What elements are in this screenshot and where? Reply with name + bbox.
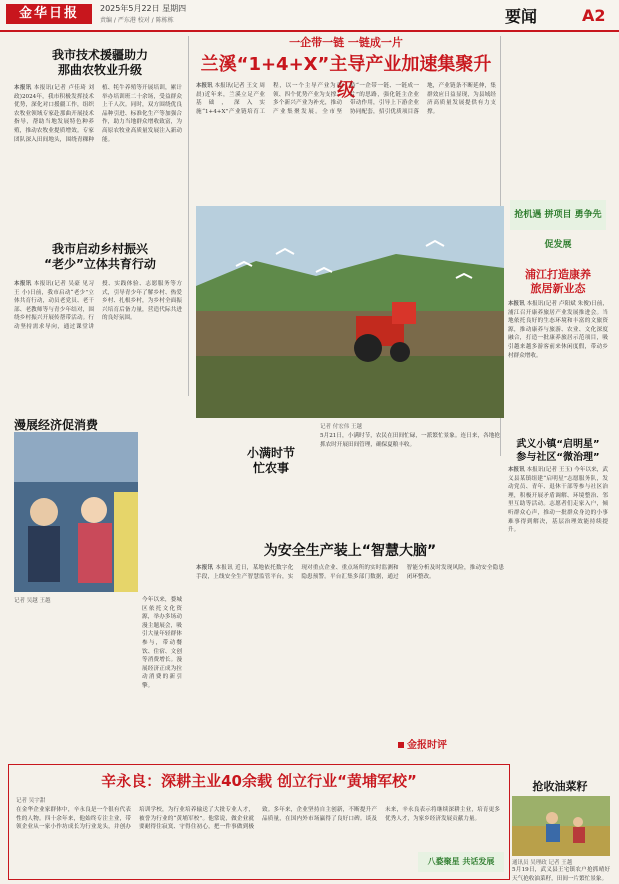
photo-credit: 记者 付宏伟 王越 [320, 424, 362, 430]
photo-headline: 小满时节 忙农事 [246, 446, 295, 475]
article-kicker: 一企带一链 一链成一片 [289, 36, 403, 49]
slogan-banner: 抢机遇 拼项目 勇争先 促发展 [510, 200, 606, 230]
article-body: 本报讯 本报讯(记者 卢阳斌 朱俊)日前，浦江召开康养旅居产业发展推进会。当地依托良好的生态环境和丰富的文旅资源，推动康养与旅游、农业、文化深度融合，打造一批康养旅居示范项目，吸引越来越多游客前来休闲度假，带动乡村群众增收。 [508, 301, 609, 359]
issue-date: 2025年5月22日 星期四 [100, 4, 187, 13]
article-title: 漫展经济促消费 [14, 418, 99, 432]
article-title: 武义小镇“启明星” 参与社区“微治理” [516, 439, 600, 463]
photo-caption: 5月21日，小满时节，农民在田间忙碌，一派繁忙景象。连日来，各地抢抓农时开展田间管理，确保夏粮丰收。 [320, 433, 500, 448]
article-body: 本报讯 本报讯(记者 卢佳琦 刘 政)2024年，我市积极发挥技术优势，深化对口援疆工作，组织农牧业领域专家赴那曲开展技术指导，帮助当地发展特色种养殖，推动农牧业提质增效。专家团队深入田间地头，围绕青稞种植、牦牛养殖等开展培训，累计举办培训班二十余场，受益群众上千人次。同时，双方围绕优良品种引进、标准化生产等加强合作，助力当地群众增收致富，为高原农牧业高质量发展注入新动能。 [14, 85, 182, 143]
article-title: 浦江打造康养 旅居新业态 [525, 268, 591, 295]
newspaper-logo: 金华日报 [6, 4, 92, 24]
photo-expo [14, 432, 138, 592]
article-byline: 记者 吴宇甜 [16, 798, 46, 804]
article-body: 今年以来，婺城区依托文化资源，举办多场动漫主题展会，吸引大量年轻群体参与，带动餐饮、住宿、文创等消费增长。漫展经济正成为拉动消费的新引擎。 [142, 597, 182, 689]
photo-rapeseed [512, 796, 610, 856]
lead-headline: 兰溪“1+4+X”主导产业加速集聚升级 [200, 54, 492, 101]
section-title: 要闻 [505, 7, 538, 26]
article-title: 我市启动乡村振兴 “老少”立体共育行动 [44, 242, 156, 271]
article-body: 本报讯 本报讯(记者 吴豪 见习 王 小)日前，我市启动“老少”立体共育行动，动员老党员、老干部、老教师等与青少年结对，围绕乡村振兴开展传帮带活动。行动坚持需求导向，通过课堂讲授、实践体验、志愿服务等方式，引导青少年了解乡村、热爱乡村、扎根乡村，为乡村全面振兴培育后备力量，营造代际共进的良好氛围。 [14, 281, 182, 330]
article-title: 为安全生产装上“智慧大脑” [263, 543, 437, 559]
article-body: 本报讯 本报讯 近日，某地依托数字化手段，上线安全生产智慧监管平台，实现对重点企业、重点场所的实时监测和隐患预警。平台汇集多部门数据，通过智能分析及时发现风险，推动安全隐患闭环整改。 [196, 565, 504, 580]
photo-caption: 5月19日，武义县王宅镇农户抢抓晴好天气抢收油菜籽，田间一片繁忙景象。 [512, 867, 610, 882]
feature-headline: 辛永良：深耕主业40余载 创立行业“黄埔军校” [101, 772, 417, 790]
photo-farm [196, 206, 504, 418]
editor-line: 责编 / 严东港 校对 / 陈栋栋 [100, 17, 174, 24]
article-body: 在金华企业家群体中，辛永良是一个很有代表性的人物。四十余年来，他始终专注主业，带领企业从一家小作坊成长为行业龙头，并创办培训学校，为行业培养输送了大批专业人才，被誉为行业的“黄埔军校”。他常说，做企业就要耐得住寂寞、守得住初心，把一件事做到极致。多年来，企业坚持自主创新，不断提升产品质量，在国内外市场赢得了良好口碑。谈及未来，辛永良表示将继续深耕主业，培育更多优秀人才，为家乡经济发展贡献力量。 [16, 807, 500, 831]
series-banner: 八婺聚星 共话发展 [418, 852, 504, 872]
photo-credit: 通讯员 吴理政 记者 王越 [512, 860, 573, 866]
page-number: A2 [582, 6, 606, 25]
article-body: 本报讯 本报讯(记者 王文 周晨)近年来，兰溪立足产业基础，深入实施“1+4+X”产业链培育工程，以一个主导产业为引领、四个优势产业为支撑、多个新兴产业为补充，推动产业集聚发展。全市坚持“一企带一链、一链成一片”的思路，强化链主企业带动作用，引导上下游企业协同配套，招引优质项目落地，产业链条不断延伸，集群效应日益显现，为县域经济高质量发展提供有力支撑。 [196, 83, 496, 115]
column-brand: 金报时评 [398, 736, 447, 751]
photo-credit: 记者 吴越 王越 [14, 598, 51, 604]
article-body: 本报讯 本报讯(记者 王玉) 今年以来，武义县某镇组建“启明星”志愿服务队，发动党员、青年、退休干部等参与社区治理，积极开展矛盾调解、环境整治、邻里互助等活动。志愿者们走家入户，倾听群众心声，推动一批群众身边的小事难事得到解决，基层治理效能持续提升。 [508, 467, 608, 534]
column-divider [188, 36, 189, 396]
article-title: 我市技术援疆助力 那曲农牧业升级 [51, 48, 148, 77]
photo-headline: 抢收油菜籽 [532, 780, 588, 793]
